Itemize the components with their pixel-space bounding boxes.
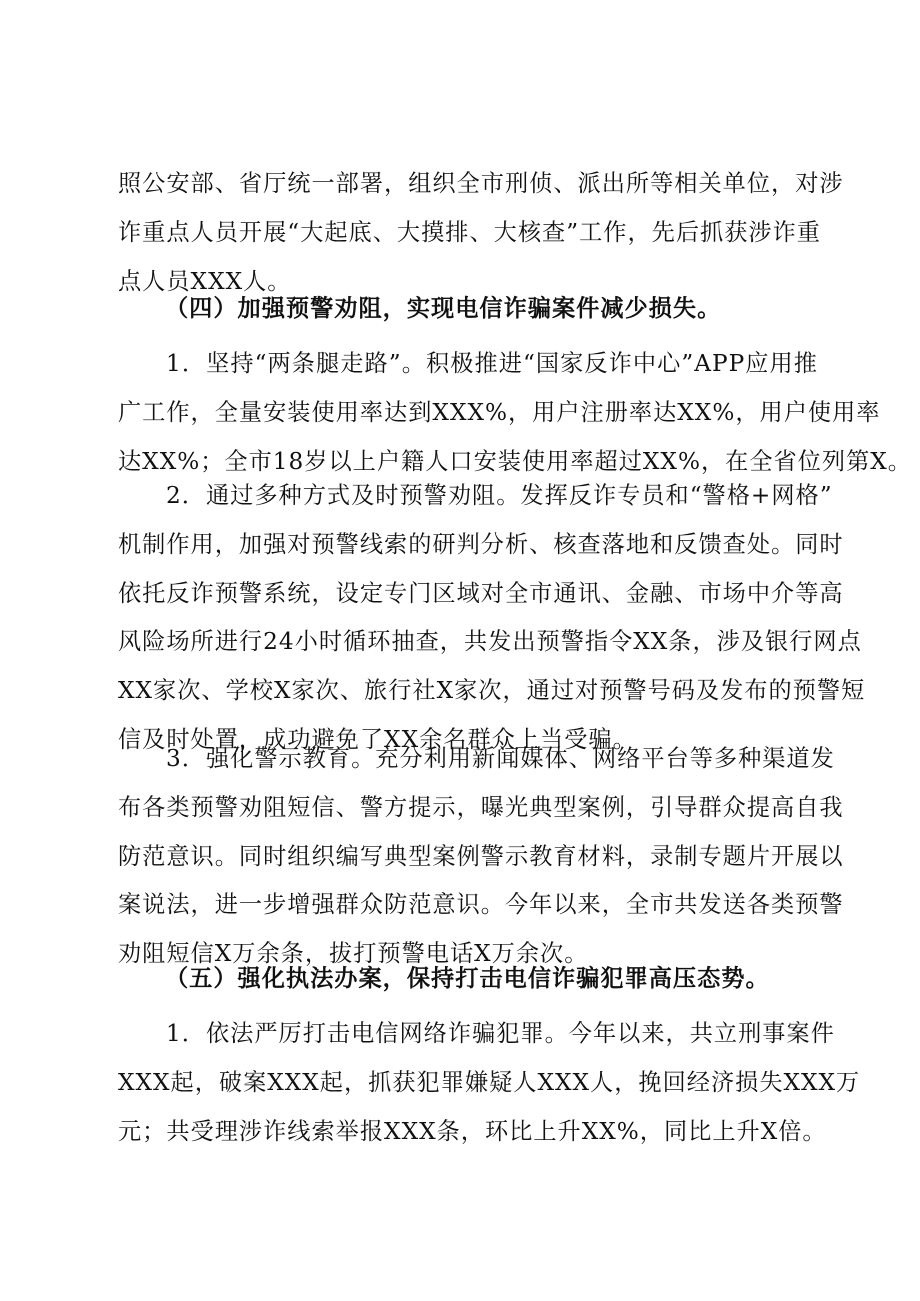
text-line: 劝阻短信X万余条，拔打预警电话X万余次。	[118, 940, 589, 968]
text-line: 案说法，进一步增强群众防范意识。今年以来，全市共发送各类预警	[118, 891, 844, 919]
text-line: 布各类预警劝阻短信、警方提示，曝光典型案例，引导群众提高自我	[118, 793, 844, 821]
text-line: 广工作，全量安装使用率达到XXX%，用户注册率达XX%，用户使用率	[118, 398, 881, 426]
paragraph-item-3	[118, 735, 844, 979]
text-line: 1．依法严厉打击电信网络诈骗犯罪。今年以来，共立刑事案件	[166, 1020, 835, 1047]
section-heading-five: （五）强化执法办案，保持打击电信诈骗犯罪高压态势。	[165, 965, 770, 992]
section-heading-four: （四）加强预警劝阻，实现电信诈骗案件减少损失。	[165, 295, 722, 322]
paragraph-item-2	[118, 472, 866, 765]
text-line: 诈重点人员开展“大起底、大摸排、大核查”工作，先后抓获涉诈重	[118, 218, 821, 246]
paragraph-item-1	[118, 340, 912, 486]
text-line: 信及时处置，成功避免了XX余名群众上当受骗。	[118, 725, 637, 753]
text-line: 照公安部、省厅统一部署，组织全市刑侦、派出所等相关单位，对涉	[118, 170, 844, 197]
text-line: 防范意识。同时组织编写典型案例警示教育材料，录制专题片开展以	[118, 842, 844, 870]
text-line: 2．通过多种方式及时预警劝阻。发挥反诈专员和“警格+网格”	[166, 482, 833, 509]
text-line: 1．坚持“两条腿走路”。积极推进“国家反诈中心”APP应用推	[166, 350, 818, 377]
text-line: 3．强化警示教育。充分利用新闻媒体、网络平台等多种渠道发	[166, 745, 835, 772]
paragraph-item-4	[118, 1010, 861, 1156]
text-line: 风险场所进行24小时循环抽查，共发出预警指令XX条，涉及银行网点	[118, 628, 862, 656]
text-line: XX家次、学校X家次、旅行社X家次，通过对预警号码及发布的预警短	[118, 677, 866, 705]
text-line: 点人员XXX人。	[118, 267, 292, 295]
text-line: 依托反诈预警系统，设定专门区域对全市通讯、金融、市场中介等高	[118, 579, 844, 607]
text-line: 机制作用，加强对预警线索的研判分析、核查落地和反馈查处。同时	[118, 530, 844, 558]
text-line: XXX起，破案XXX起，抓获犯罪嫌疑人XXX人，挽回经济损失XXX万	[118, 1068, 861, 1096]
text-line: 元；共受理涉诈线索举报XXX条，环比上升XX%，同比上升X倍。	[118, 1117, 827, 1145]
text-line: 达XX%；全市18岁以上户籍人口安装使用率超过XX%，在全省位列第X。	[118, 447, 912, 475]
